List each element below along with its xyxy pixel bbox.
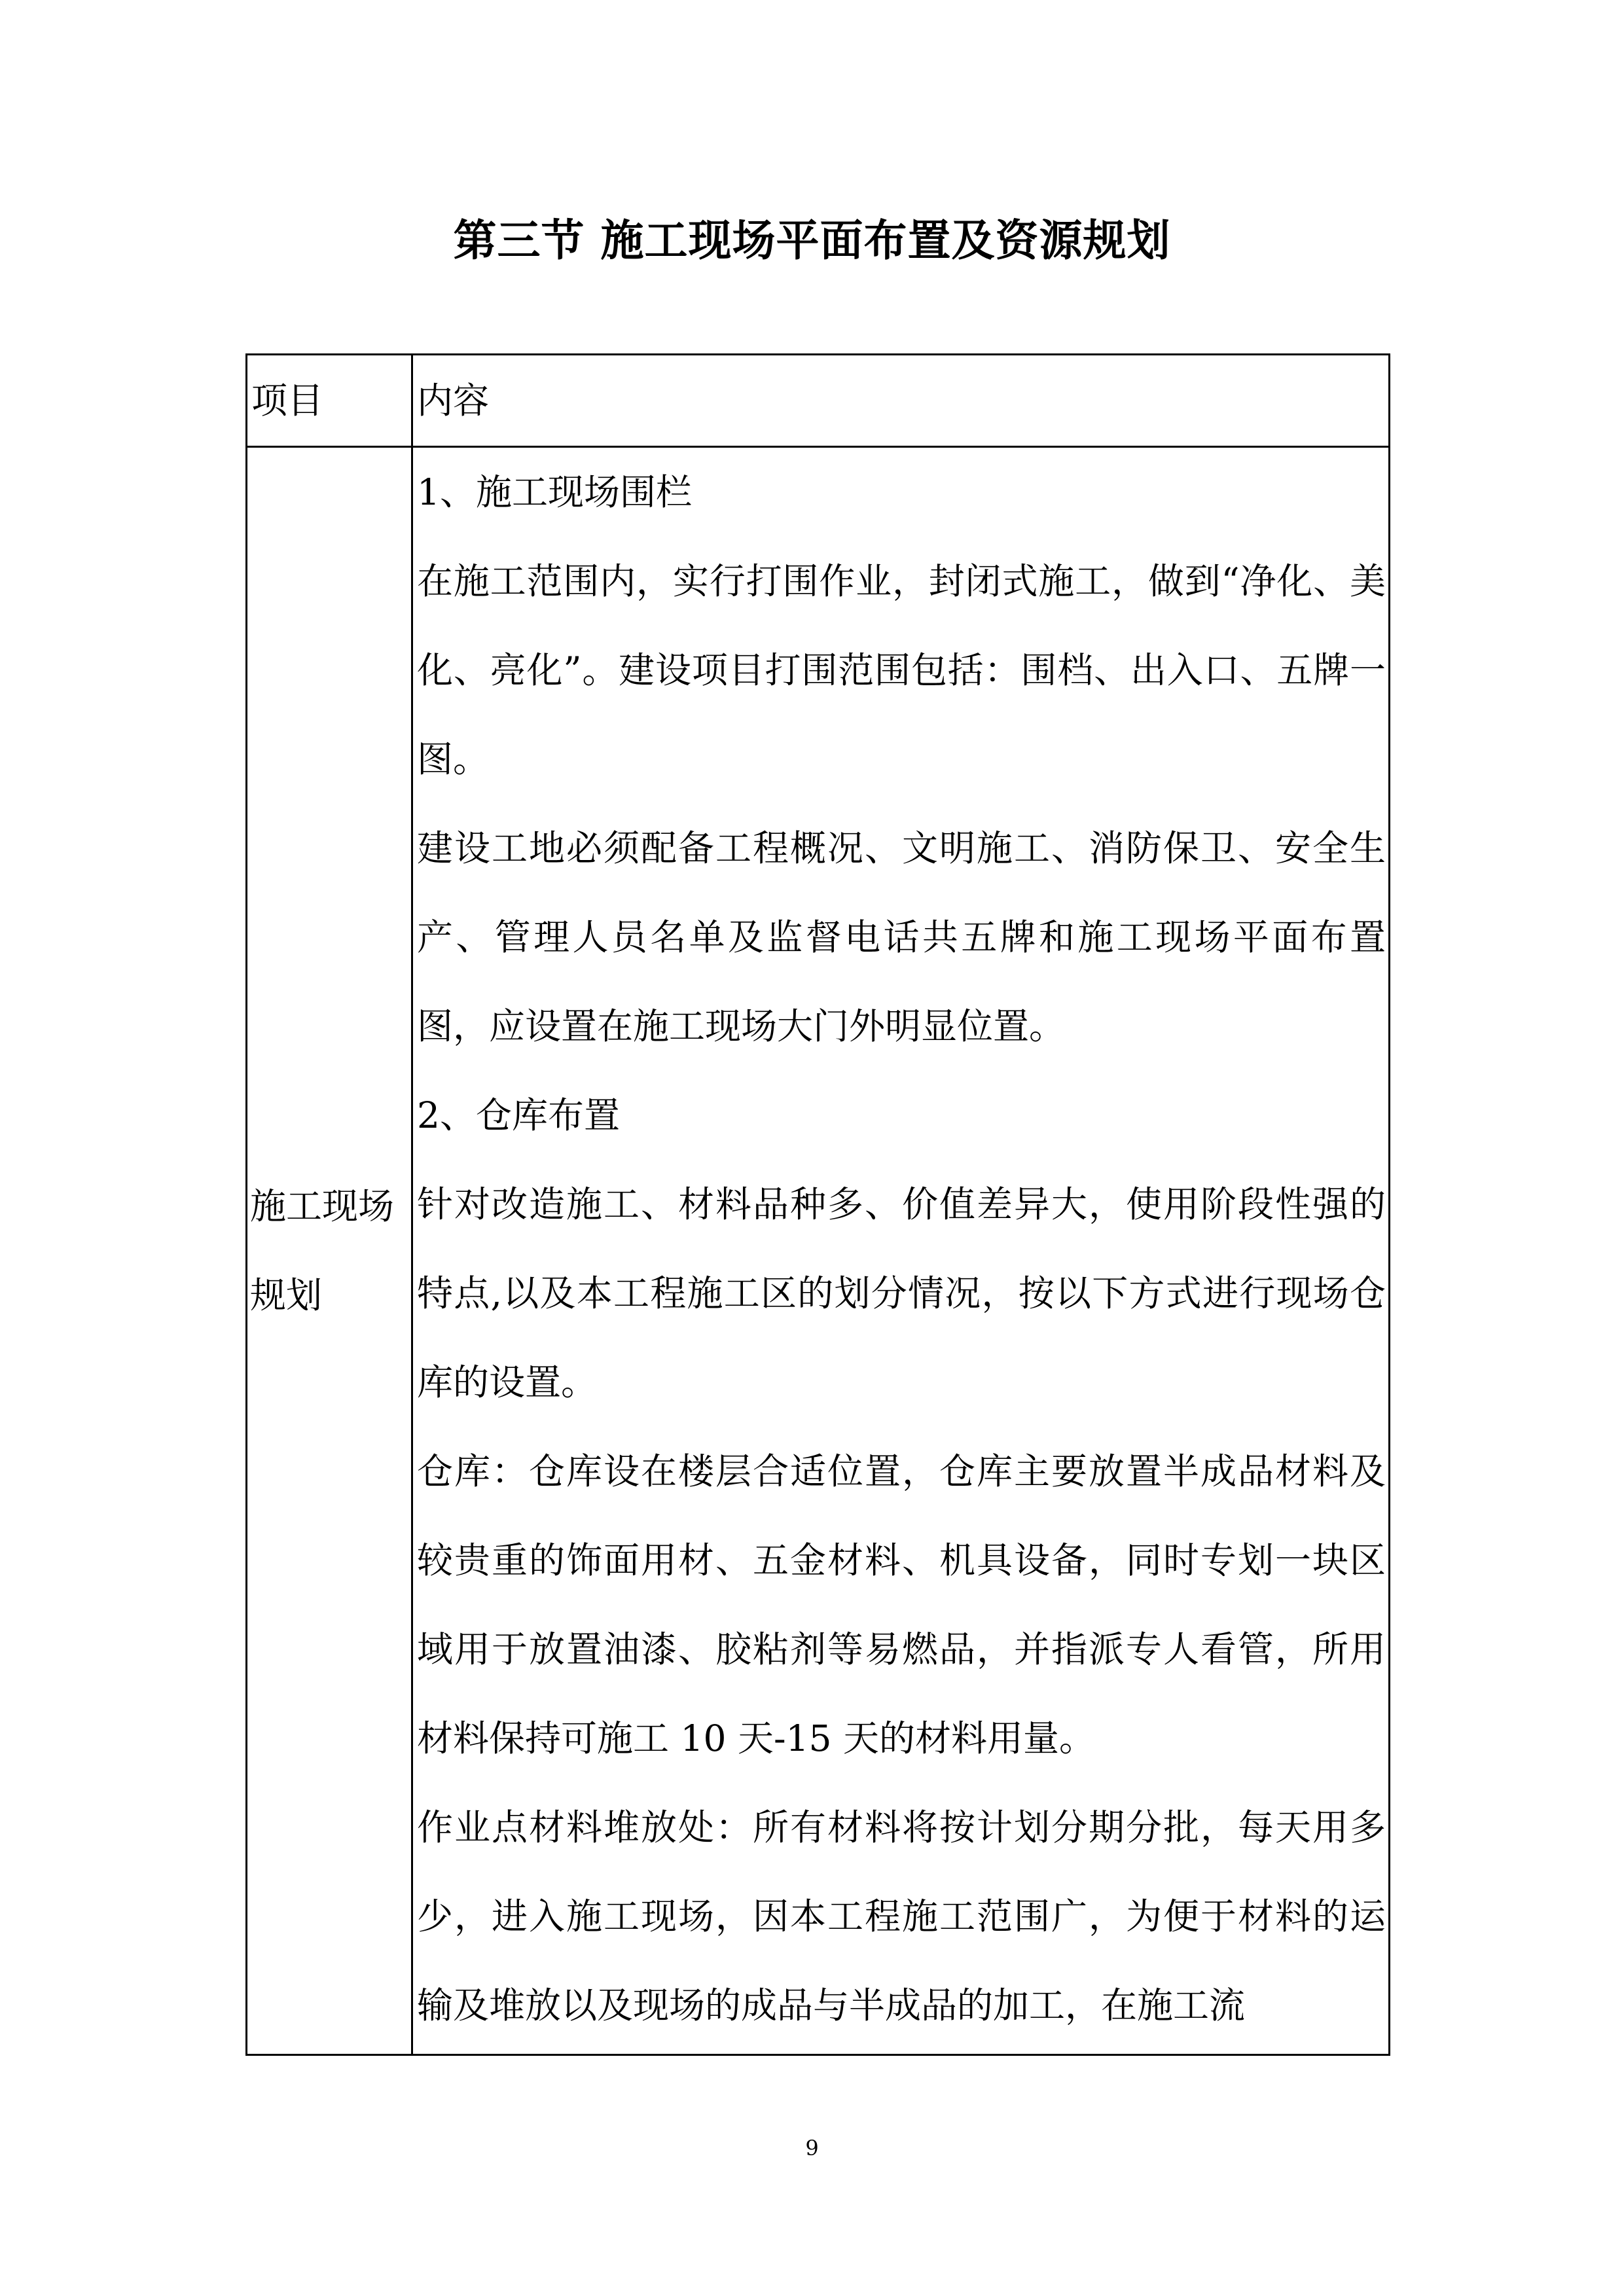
paragraph-warehouse-approach: 针对改造施工、材料品种多、价值差异大，使用阶段性强的特点,以及本工程施工区的划分情况，按以下方式进行现场仓库的设置。 [417,1183,1386,1403]
content-cell [412,447,1390,2055]
content-table [245,353,1390,2056]
item-label-line2: 规划 [250,1274,323,1316]
paragraph-material-storage: 作业点材料堆放处：所有材料将按计划分期分批，每天用多少，进入施工现场，因本工程施工范围广，为便于材料的运输及堆放以及现场的成品与半成品的加工，在施工流 [417,1806,1386,2026]
item-cell [247,447,412,2055]
paragraph-five-boards: 建设工地必须配备工程概况、文明施工、消防保卫、安全生产、管理人员名单及监督电话共五牌和施工现场平面布置图，应设置在施工现场大门外明显位置。 [417,827,1386,1047]
paragraph-warehouse-details: 仓库：仓库设在楼层合适位置，仓库主要放置半成品材料及较贵重的饰面用材、五金材料、机具设备，同时专划一块区域用于放置油漆、胶粘剂等易燃品，并指派专人看管，所用材料保持可施工 10 天-15 天的材料用量。 [417,1450,1386,1759]
section-heading-warehouse: 2、仓库布置 [417,1094,620,1136]
page-title: 第三节 施工现场平面布置及资源规划 [453,215,1171,266]
item-label-line1: 施工现场 [250,1185,395,1227]
table-row [247,447,1390,2055]
table-header-row [247,355,1390,447]
page-number: 9 [805,2136,819,2161]
header-item-cell: 项目 [247,355,412,447]
paragraph-fence-scope: 在施工范围内，实行打围作业，封闭式施工，做到“净化、美化、亮化”。建设项目打围范围包括：围档、出入口、五牌一图。 [417,560,1386,780]
section-heading-fence: 1、施工现场围栏 [417,471,692,513]
header-content-cell: 内容 [412,355,1390,447]
